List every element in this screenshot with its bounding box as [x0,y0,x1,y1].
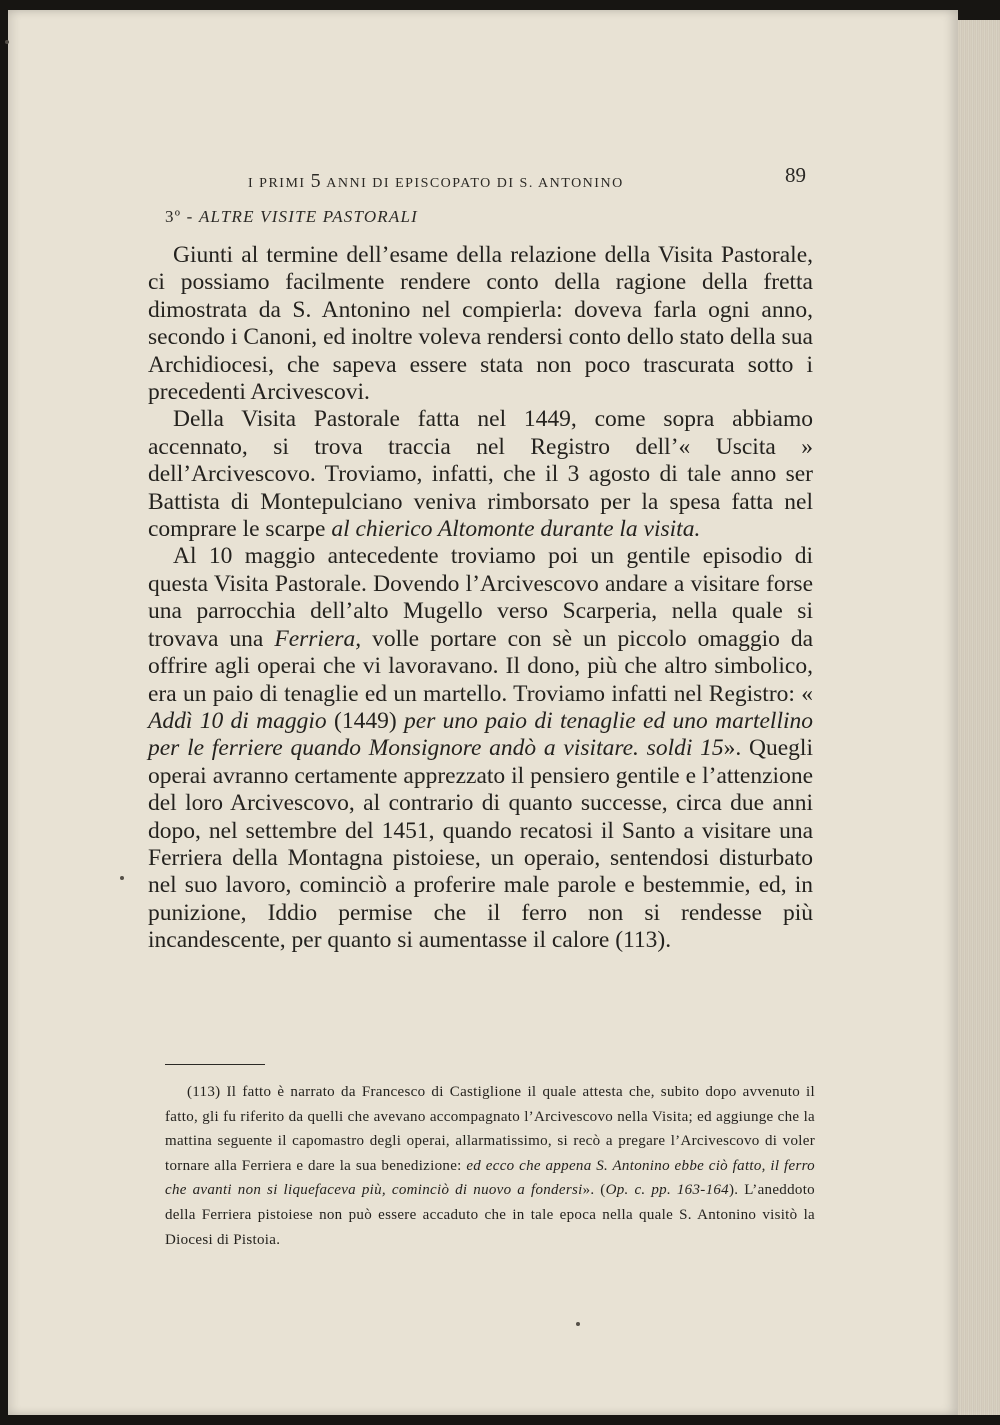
paragraph-3-text-g: ». Quegli operai avranno certamente apprezzato il pensiero gentile e l’attenzione del loro Arcivescovo, al contrario di quanto successe, circa due anni dopo, nel settembre del 1451, quando recatosi il Santo a visitare una Ferriera della Montagna pistoiese, un operaio, sentendosi disturbato nel suo lavoro, cominciò a proferire male parole e bestemmie, ed, in punizione, Iddio permise che il ferro non si rendesse più incandescente, per quanto si aumentasse il calore (113). [148,735,813,954]
running-head-before: I PRIMI [248,176,306,191]
paragraph-3-text-c: volle portare con sè un piccolo omaggio da offrire agli operai che vi lavoravano. Il dono, più che altro simbolico, era un paio di tenaglie ed un martello. Troviamo infatti nel Registro: « [148,625,814,707]
running-head-number: 5 [310,170,323,192]
paragraph-3-text-a: Al 10 maggio antecedente troviamo poi un gentile episodio di questa Visita Pastorale. Dovendo l’Arcivescovo andare a visitare forse una parrocchia dell’alto Mugello verso Scarperia, nella quale si trovava una [148,543,813,652]
margin-speck [120,876,124,880]
footnote-paragraph [165,1080,815,1252]
body-text [148,242,813,955]
running-head [248,170,688,193]
paragraph-2-italic: al chierico Altomonte durante la visita. [331,516,701,543]
footnote-text-e: ). L’aneddoto della Ferriera pistoiese non può essere accaduto che in tale epoca nella quale S. Antonino visitò la Diocesi di Pistoia. [165,1182,815,1248]
book-page-edges [958,20,1000,1415]
footnote-text-c: ». ( [582,1182,606,1199]
section-number: 3º - [165,207,194,226]
footnote-rule [165,1064,265,1065]
paragraph-3-italic-f: per uno paio di tenaglie ed uno martellino per le ferriere quando Monsignore andò a visitare. soldi 15 [148,707,814,762]
paragraph-3-italic-b: Ferriera, [274,625,362,652]
paragraph-2-text: Della Visita Pastorale fatta nel 1449, come sopra abbiamo accennato, si trova traccia nel Registro dell’« Uscita » dell’Arcivescovo. Troviamo, infatti, che il 3 agosto di tale anno ser Battista di Montepulciano veniva rimborsato per la spesa fatta nel comprare le scarpe [148,406,813,543]
paragraph-3 [148,543,813,954]
footnote-italic-b: ed ecco che appena S. Antonino ebbe ciò fatto, il ferro che avanti non si liquefaceva più, cominciò di nuovo a fondersi [165,1157,815,1199]
running-head-after: ANNI DI EPISCOPATO DI S. ANTONINO [326,176,624,191]
paragraph-3-italic-d: Addì 10 di maggio [148,707,327,734]
page-number: 89 [785,163,806,187]
paragraph-1: Giunti al termine dell’esame della relazione della Visita Pastorale, ci possiamo facilmente rendere conto della ragione della fretta dimostrata da S. Antonino nel compierla: doveva farla ogni anno, secondo i Canoni, ed inoltre voleva rendersi conto dello stato della sua Archidiocesi, che sapeva essere stata non poco trascurata sotto i precedenti Arcivescovi. [148,242,813,406]
footnote-italic-d: Op. c. pp. 163-164 [605,1182,729,1199]
paragraph-3-text-e: (1449) [334,707,397,734]
section-heading [165,207,565,227]
footnote-text-a: (113) Il fatto è narrato da Francesco di Castiglione il quale attesta che, subito dopo avvenuto il fatto, gli fu riferito da quelli che avevano accompagnato l’Arcivescovo nella Visita; ed aggiunge che la mattina seguente il capomastro degli operai, allarmatissimo, si recò a pregare l’Arcivescovo di voler tornare alla Ferriera e dare la sua benedizione: [165,1084,815,1174]
section-title: ALTRE VISITE PASTORALI [198,207,418,226]
margin-speck [5,40,9,44]
footnote-113 [165,1080,815,1252]
paragraph-2 [148,406,813,543]
margin-speck [576,1322,580,1326]
